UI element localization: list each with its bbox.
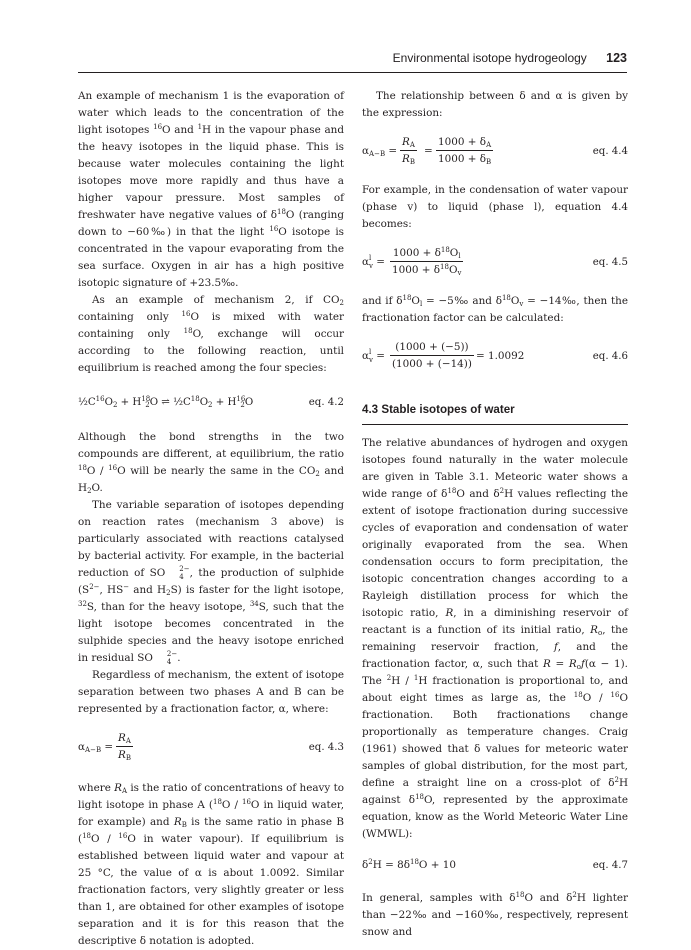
equation-number: eq. 4.2 [308, 397, 344, 408]
equation-number: eq. 4.7 [592, 860, 628, 871]
equation-4-4: $\alpha_{A-B}$ = $\frac{R_A}{R_B}$ = $\frac{1000 + \delta_A}{1000 + \delta_B}$ eq. 4.4 [362, 136, 628, 166]
paragraph: where $R_A$ is the ratio of concentrations of heavy to light isotope in phase A ($^{18}$O / $^{16}$O in liquid water, for example) and $R_B$ is the same ratio in phase B ($^{18}$O / $^{16}$O in water vapour). If equilibrium is established between liquid water and vapour at 25 °C, the value of α is about 1.0092. Similar fractionation factors, very slightly greater or less than 1, are obtained for other examples of isotope separation and it is for this reason that the descriptive δ notation is adopted. [78, 782, 345, 947]
page-number: 123 [606, 51, 627, 65]
running-title: Environmental isotope hydrogeology [392, 51, 587, 65]
paragraph: Although the bond strengths in the two compounds are different, at equilibrium, the ratio $^{18}$O / $^{16}$O will be nearly the same in the $CO_2$ and $H_2O$. [78, 431, 344, 495]
equation-number: eq. 4.6 [592, 351, 628, 362]
equation-number: eq. 4.3 [308, 742, 344, 753]
paragraph: The relative abundances of hydrogen and oxygen isotopes found naturally in the water molecule are given in Table 3.1. Meteoric water shows a wide range of $\delta^{18}O$ and $\delta^2H$ values reflecting the extent of isotope fractionation during successive cycles of evaporation and condensation of water originally evaporated from the sea. When condensation occurs to form precipitation, the isotopic concentration changes according to a Rayleigh distillation process for which the isotopic ratio, R, in a diminishing reservoir of reactant is a function of its initial ratio, $R_o$, the remaining reservoir fraction, f, and the fractionation factor, α, such that $R = R_of(\alpha - 1)$. The $^2$H / $^1$H fractionation is proportional to, and about eight times as large as, the $^{18}$O / $^{16}$O fractionation. Both fractionations change proportionally as temperature changes. Craig (1961) showed that δ values for meteoric water samples of global distribution, for the most part, define a straight line on a cross-plot of $\delta^2H$ against $\delta^{18}O$, represented by the approximate equation, know as the World Meteoric Water Line (WMWL): [362, 437, 629, 840]
equation-4-7: $\delta^2H = 8\delta^{18}O + 10$ eq. 4.7 [362, 857, 628, 874]
equation-number: eq. 4.4 [592, 146, 628, 157]
paragraph: In general, samples with $\delta^{18}O$ and $\delta^2H$ lighter than −22‰ and −160‰, respectively, represent snow and [362, 891, 628, 938]
paragraph: and if $\delta^{18}O_l$ = −5‰ and $\delta^{18}O_v$ = −14‰, then the fractionation factor can be calculated: [362, 294, 628, 324]
section-heading: 4.3 Stable isotopes of water [362, 403, 515, 416]
equation-number: eq. 4.5 [592, 257, 628, 268]
section-rule [362, 424, 628, 425]
paragraph: Regardless of mechanism, the extent of isotope separation between two phases A and B can be represented by a fractionation factor, α, where: [78, 669, 344, 715]
paragraph: The variable separation of isotopes depending on reaction rates (mechanism 3 above) is particularly associated with reactions catalysed by bacterial activity. For example, in the bacterial reduction of SO 2− 4 , the production of sulphide ($S^{2-}$, HS− and $H_2S$) is faster for the light isotope, $^{32}$S, than for the heavy isotope, $^{34}$S, such that the light isotope becomes concentrated in the sulphide species and the heavy isotope enriched in residual SO 2− 4 . [78, 499, 345, 666]
equation-4-6: α l v = $\frac{(1000 + (-5))}{(1000 + (-14))}$ = 1.0092 eq. 4.6 [362, 341, 628, 370]
equation-4-3: $\alpha_{A-B}$ = $\frac{R_A}{R_B}$ eq. 4.3 [78, 732, 344, 762]
right-column [362, 88, 628, 941]
equation-4-2: $\frac{1}{2}C^{16}O_2 + H^{18}_2O$ ⇌ $\frac{1}{2}C^{18}O_2 + H^{16}_2O$ eq. 4.2 [78, 395, 344, 409]
equation-4-5: α l v = $\frac{1000 + \delta^{18}O_l}{1000 + \delta^{18}O_v}$ eq. 4.5 [362, 246, 628, 277]
paragraph: For example, in the condensation of water vapour (phase v) to liquid (phase l), equation 4.4 becomes: [362, 184, 628, 230]
left-column [78, 88, 344, 950]
paragraph: As an example of mechanism 2, if $CO_2$ containing only $^{16}$O is mixed with water containing only $^{18}$O, exchange will occur according to the following reaction, until equilibrium is reached among the four species: [78, 294, 344, 374]
paragraph: The relationship between δ and α is given by the expression: [362, 90, 628, 119]
running-header [78, 51, 627, 69]
paragraph: An example of mechanism 1 is the evaporation of water which leads to the concentration of the light isotopes $^{16}$O and $^1$H in the vapour phase and the heavy isotopes in the liquid phase. This is because water molecules containing the light isotopes move more rapidly and thus have a higher vapour pressure. Most samples of freshwater have negative values of $\delta^{18}O$ (ranging down to −60‰) in that the light $^{16}$O isotope is concentrated in the vapour evaporating from the sea surface. Oxygen in air has a high positive isotopic signature of +23.5‰. [78, 90, 345, 289]
header-rule [78, 72, 627, 73]
